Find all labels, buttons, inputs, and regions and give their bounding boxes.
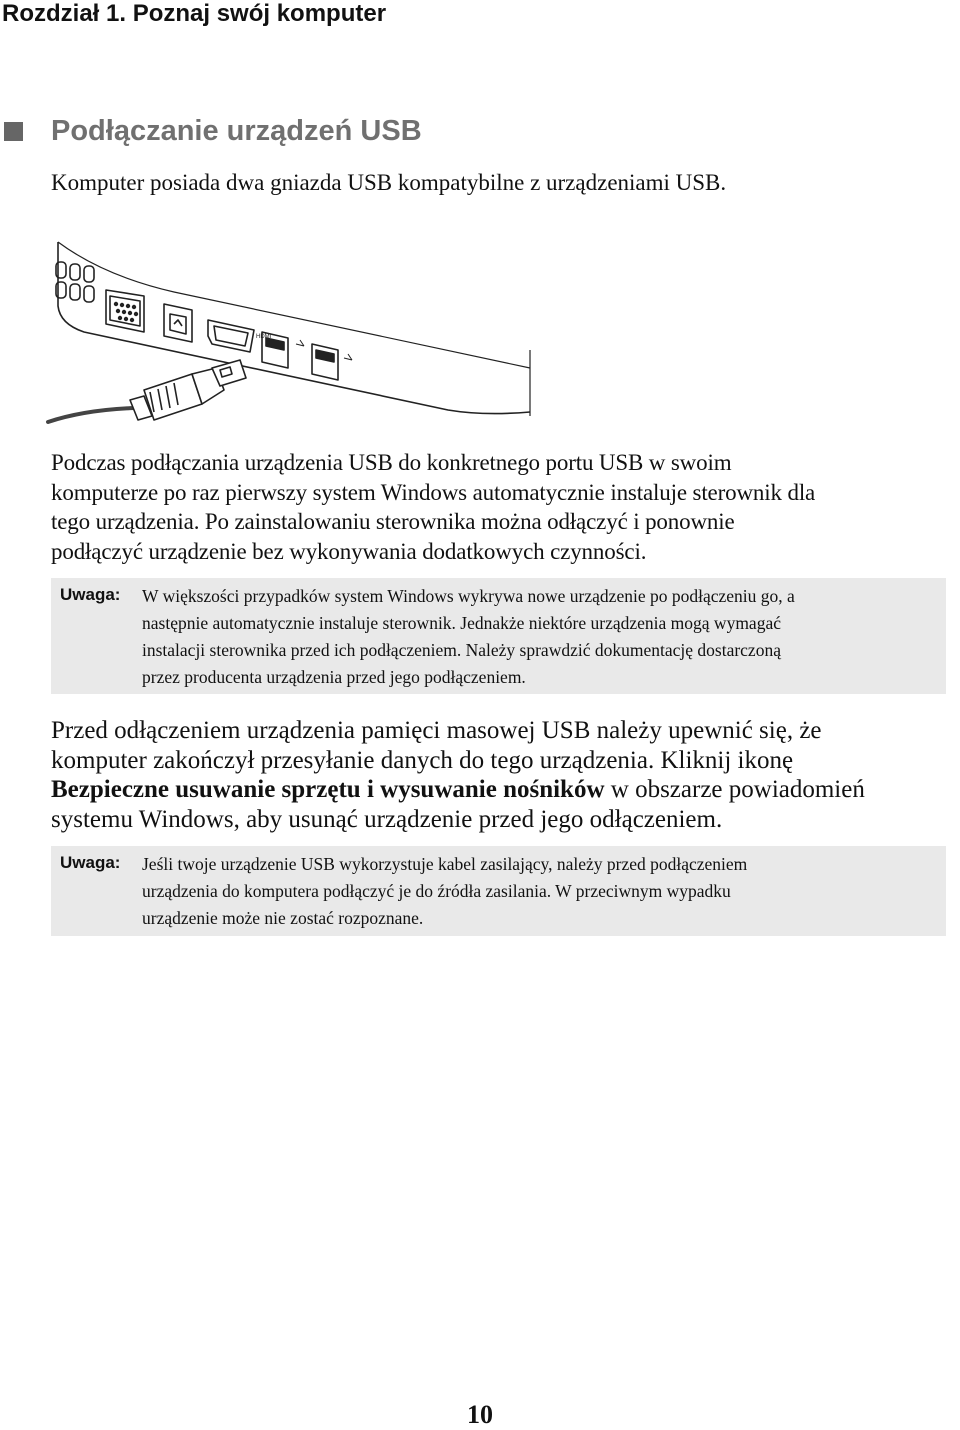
chapter-title: Rozdział 1. Poznaj swój komputer xyxy=(2,0,387,27)
section-title: Podłączanie urządzeń USB xyxy=(51,115,422,147)
usb-first-connection-paragraph xyxy=(51,448,956,566)
text-line: następnie automatycznie instaluje sterownik. Jednakże niektóre urządzenia mogą wymagać xyxy=(142,613,781,633)
text-fragment: w obszarze powiadomień xyxy=(604,776,865,803)
note-box-power xyxy=(51,846,946,936)
text-line: komputerze po raz pierwszy system Windows automatycznie instaluje sterownik dla xyxy=(51,479,816,505)
text-line: W większości przypadków system Windows wykrywa nowe urządzenie po podłączeniu go, a xyxy=(142,586,795,606)
note-label: Uwaga: xyxy=(60,585,121,604)
section-heading xyxy=(4,114,422,148)
text-line: instalacji sterownika przed ich podłączeniem. Należy sprawdzić dokumentację dostarczoną xyxy=(142,640,781,660)
page-number: 10 xyxy=(467,1400,493,1429)
note-box-driver xyxy=(51,578,946,694)
text-line: systemu Windows, aby usunąć urządzenie przed jego odłączeniem. xyxy=(51,805,723,833)
square-bullet-icon xyxy=(4,122,23,141)
note-text xyxy=(142,583,942,691)
usb-cable xyxy=(48,406,144,422)
usb-plug-icon xyxy=(130,360,246,420)
text-line: podłączyć urządzenie bez wykonywania dodatkowych czynności. xyxy=(51,538,647,564)
safe-removal-icon-name: Bezpieczne usuwanie sprzętu i wysuwanie nośników xyxy=(51,776,605,803)
intro-paragraph: Komputer posiada dwa gniazda USB kompatybilne z urządzeniami USB. xyxy=(51,170,727,195)
laptop-edge xyxy=(58,242,530,414)
note-label: Uwaga: xyxy=(60,853,121,872)
text-line: urządzenia do komputera podłączyć je do źródła zasilania. W przeciwnym wypadku xyxy=(142,881,731,901)
usb-ports-illustration xyxy=(44,240,534,430)
text-line: Jeśli twoje urządzenie USB wykorzystuje kabel zasilający, należy przed podłączeniem xyxy=(142,854,748,874)
ethernet-port-icon xyxy=(164,304,192,342)
vent-slots xyxy=(56,262,94,302)
text-line: Podczas podłączania urządzenia USB do konkretnego portu USB w swoim xyxy=(51,450,732,475)
text-line: komputer zakończył przesyłanie danych do tego urządzenia. Kliknij ikonę xyxy=(51,746,794,774)
usb-port-icon xyxy=(312,344,338,380)
text-line xyxy=(51,775,956,805)
hdmi-port-icon xyxy=(208,320,254,352)
hdmi-port-label: HDMI xyxy=(256,334,272,340)
safe-removal-paragraph xyxy=(51,716,956,834)
text-line: tego urządzenia. Po zainstalowaniu sterownika można odłączyć i ponownie xyxy=(51,509,735,534)
text-line: Przed odłączeniem urządzenia pamięci masowej USB należy upewnić się, że xyxy=(51,717,822,744)
vga-port-icon xyxy=(106,290,144,332)
text-line: przez producenta urządzenia przed jego podłączeniem. xyxy=(142,667,526,687)
note-text xyxy=(142,851,942,932)
text-line: urządzenie może nie zostać rozpoznane. xyxy=(142,908,424,928)
